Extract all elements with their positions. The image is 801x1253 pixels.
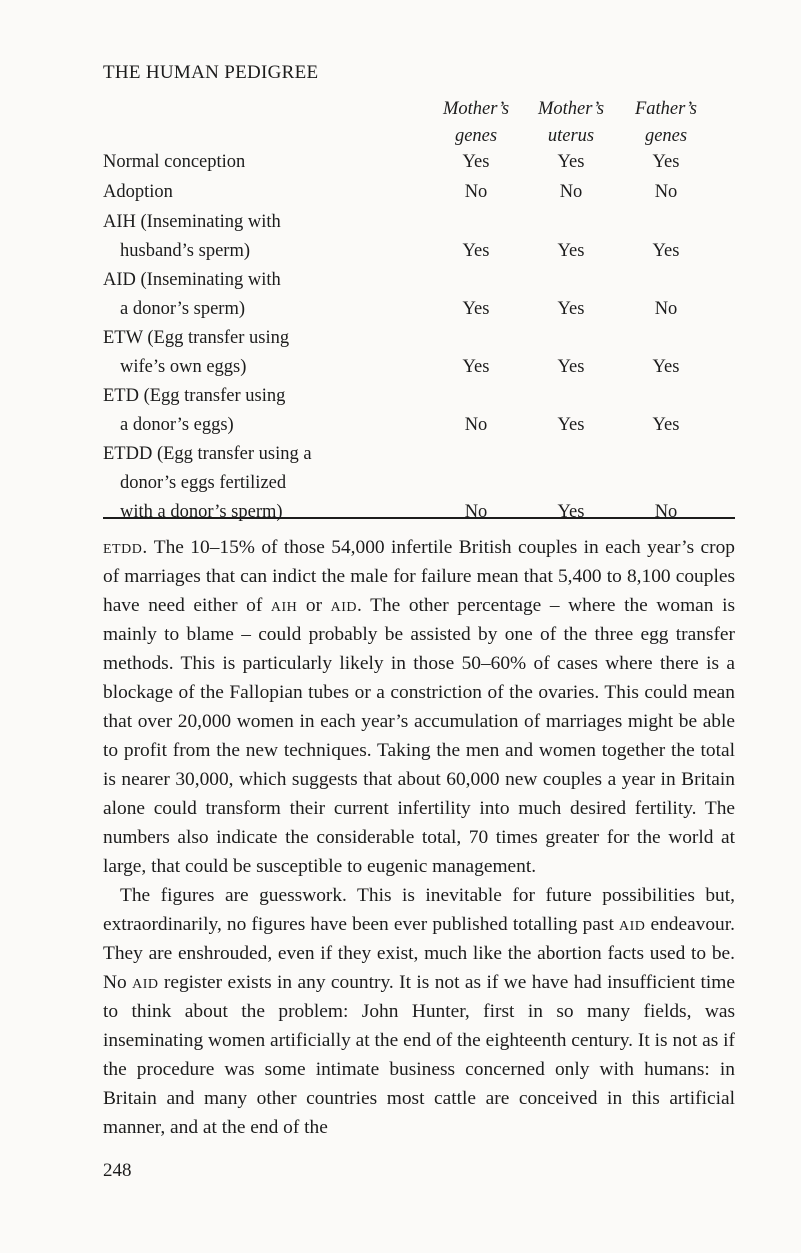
paragraph: [103, 533, 735, 881]
row-label-line: ETDD (Egg transfer using a: [103, 444, 312, 464]
column-header-fathers-genes: [606, 96, 726, 150]
abbreviation: aih: [270, 595, 298, 616]
table-cell: Yes: [462, 357, 490, 377]
table-cell: Yes: [462, 241, 490, 261]
table-cell: Yes: [652, 415, 680, 435]
row-label: [103, 324, 423, 382]
table-cell: Yes: [462, 299, 490, 319]
text-run: . The other percentage – where the woman is mainly to blame – could probably be assisted by one of the three egg transfer methods. This is particularly likely in those 50–60% of cases where there is a blockage of the Fallopian tubes or a constriction of the ovaries. This could mean that over 20,000 women in each year’s accumulation of marriages might be able to profit from the new techniques. Taking the men and women together the total is nearer 30,000, which suggests that about 60,000 new couples a year in Britain alone could transform their current infertility into much desired fertility. The numbers also indicate the considerable total, 70 times greater for the world at large, that could be susceptible to eugenic management.: [103, 595, 735, 877]
row-label-line: Normal conception: [103, 152, 246, 172]
column-header-line: Mother’s: [442, 99, 510, 119]
paragraph: [103, 881, 735, 1142]
row-label: [103, 178, 423, 207]
table-cell: Yes: [557, 502, 585, 522]
abbreviation: aid: [132, 972, 159, 993]
text-run: The 10–15% of those 54,000 infertile British couples in each year’s crop of marriages that can indict the male for failure mean that 5,400 to 8,100 couples have need either of: [103, 537, 735, 616]
text-run: The figures are guesswork. This is inevitable for future possibilities but, extraordinarily, no figures have been ever published totalling past: [103, 885, 735, 935]
table-cell: Yes: [557, 241, 585, 261]
page-number: 248: [103, 1160, 132, 1181]
column-header-line: genes: [644, 126, 688, 146]
text-run: endeavour. They are enshrouded, even if they exist, much like the abortion facts used to be. No: [103, 914, 735, 993]
row-label: [103, 208, 423, 266]
table-cell: No: [464, 182, 488, 202]
table-cell: Yes: [652, 152, 680, 172]
text-run: register exists in any country. It is not as if we have had insufficient time to think about the problem: John Hunter, first in so many fields, was inseminating women artificially at the end of the eighteenth century. It is not as if the procedure was some intimate business concerned only with humans: in Britain and many other countries most cattle are conceived in this artificial manner, and at the end of the: [103, 972, 735, 1138]
table-cell: Yes: [557, 415, 585, 435]
row-label: [103, 148, 423, 177]
column-header-line: Father’s: [634, 99, 697, 119]
row-label-line: ETD (Egg transfer using: [103, 386, 286, 406]
table-bottom-rule: [103, 517, 735, 519]
table-cell: No: [464, 502, 488, 522]
row-label-line: Adoption: [103, 182, 173, 202]
table-cell: No: [464, 415, 488, 435]
row-label-line: husband’s sperm): [120, 241, 250, 261]
table-cell: Yes: [557, 152, 585, 172]
table-cell: Yes: [462, 152, 490, 172]
column-header-line: genes: [454, 126, 498, 146]
row-label-line: a donor’s eggs): [120, 415, 234, 435]
row-label: [103, 440, 423, 527]
row-label-line: AIH (Inseminating with: [103, 212, 281, 232]
table-cell: Yes: [652, 357, 680, 377]
table-cell: Yes: [557, 299, 585, 319]
table-cell: No: [654, 502, 678, 522]
column-header-line: Mother’s: [537, 99, 605, 119]
table-cell: Yes: [652, 241, 680, 261]
row-label-line: wife’s own eggs): [120, 357, 247, 377]
text-run: or: [297, 595, 331, 616]
row-label-line: AID (Inseminating with: [103, 270, 281, 290]
running-head: THE HUMAN PEDIGREE: [103, 62, 319, 83]
row-label-line: with a donor’s sperm): [120, 502, 283, 522]
body-text: [103, 533, 735, 1142]
table-cell: Yes: [557, 357, 585, 377]
table-cell: No: [559, 182, 583, 202]
column-header-line: uterus: [547, 126, 595, 146]
row-label-line: donor’s eggs fertilized: [120, 473, 287, 493]
abbreviation: aid: [618, 914, 646, 935]
abbreviation: aid: [330, 595, 358, 616]
row-label-line: ETW (Egg transfer using: [103, 328, 290, 348]
table-cell: No: [654, 299, 678, 319]
row-label-line: a donor’s sperm): [120, 299, 246, 319]
paragraph-lead: etdd.: [103, 537, 148, 558]
row-label: [103, 382, 423, 440]
table-cell: No: [654, 182, 678, 202]
row-label: [103, 266, 423, 324]
